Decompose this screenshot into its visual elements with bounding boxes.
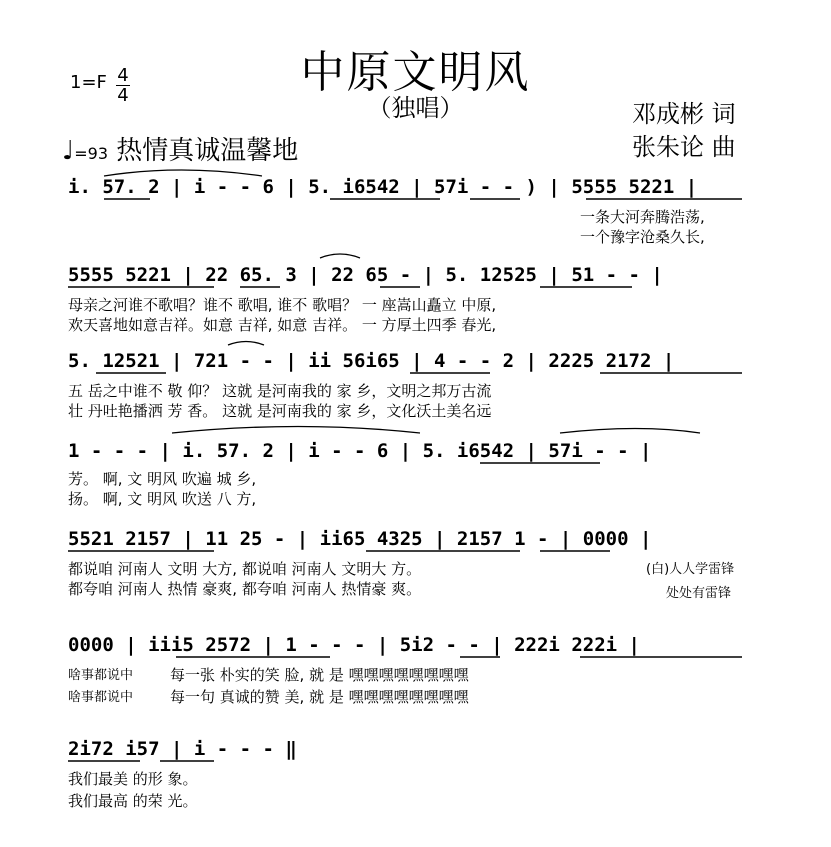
meter-bottom: 4 <box>117 85 129 106</box>
lyric-line-1a: 一条大河奔腾浩荡, <box>580 208 705 226</box>
slur-mark <box>172 427 420 434</box>
spoken-line-5a: (白)人人学雷锋 <box>646 562 735 577</box>
lyric-line-5b: 都夸咱 河南人 热情 豪爽, 都夸咱 河南人 热情豪 爽。 <box>68 580 422 598</box>
notation-line-6: 0000 | iii5 2572 | 1 - - - | 5i2 - - | 222i 222i | <box>68 634 640 656</box>
lyric-line-3a: 五 岳之中谁不 敬 仰？ 这就 是河南我的 家 乡，文明之邦万古流 <box>68 382 492 400</box>
spoken-line-5b: 处处有雷锋 <box>666 586 732 601</box>
meter-top: 4 <box>117 65 129 86</box>
lyric-line-7a: 我们最美 的形 象。 <box>68 770 198 788</box>
slur-mark <box>560 429 700 434</box>
slur-mark <box>104 170 262 176</box>
tempo-value: =93 <box>74 144 109 163</box>
slur-mark <box>228 342 264 346</box>
notation-line-1: i. 57. 2 | i - - 6 | 5. i6542 | 57i - - ) | 5555 5221 | <box>68 176 698 198</box>
notation-line-4: 1 - - - | i. 57. 2 | i - - 6 | 5. i6542 | 57i - - | <box>68 440 652 462</box>
lyric-line-6b: 每一句 真诚的赞 美, 就 是 嘿嘿嘿嘿嘿嘿嘿嘿 <box>170 688 469 706</box>
notation-line-3: 5. 12521 | 721 - - | ii 56i65 | 4 - - 2 | 2225 2172 | <box>68 350 675 372</box>
spoken-line-6a: 啥事都说中 <box>68 668 134 683</box>
spoken-line-6b: 啥事都说中 <box>68 690 134 705</box>
song-title: 中原文明风 <box>300 47 531 98</box>
expression-text: 热情真诚温馨地 <box>116 136 299 166</box>
lyric-line-2a: 母亲之河谁不歌唱？谁不 歌唱, 谁不 歌唱？ 一 座嵩山矗立 中原, <box>68 296 497 314</box>
lyric-line-6a: 每一张 朴实的笑 脸, 就 是 嘿嘿嘿嘿嘿嘿嘿嘿 <box>170 666 469 684</box>
song-subtitle: （独唱） <box>367 94 464 122</box>
lyric-line-5a: 都说咱 河南人 文明 大方, 都说咱 河南人 文明大 方。 <box>68 560 422 578</box>
key-signature: 1=F <box>70 72 107 93</box>
notation-line-7: 2i72 i57 | i - - - ‖ <box>68 738 297 760</box>
notation-line-2: 5555 5221 | 22 65. 3 | 22 65 - | 5. 12525 | 51 - - | <box>68 264 663 286</box>
notation-line-5: 5521 2157 | 11 25 - | ii65 4325 | 2157 1 - | 0000 | <box>68 528 652 550</box>
lyricist-credit: 邓成彬 词 <box>632 100 736 128</box>
slur-mark <box>320 254 360 258</box>
lyric-line-4b: 扬。 啊, 文 明风 吹送 八 方, <box>68 490 257 508</box>
lyric-line-2b: 欢天喜地如意吉祥。如意 吉祥, 如意 吉祥。 一 方厚土四季 春光, <box>68 316 497 334</box>
lyric-line-7b: 我们最高 的荣 光。 <box>68 792 198 810</box>
lyric-line-3b: 壮 丹吐艳播洒 芳 香。 这就 是河南我的 家 乡，文化沃土美名远 <box>68 402 492 420</box>
lyric-line-1b: 一个豫字沧桑久长, <box>580 228 705 246</box>
lyric-line-4a: 芳。 啊, 文 明风 吹遍 城 乡, <box>68 470 257 488</box>
composer-credit: 张朱论 曲 <box>632 133 736 161</box>
quarter-note-icon: ♩ <box>62 136 75 166</box>
